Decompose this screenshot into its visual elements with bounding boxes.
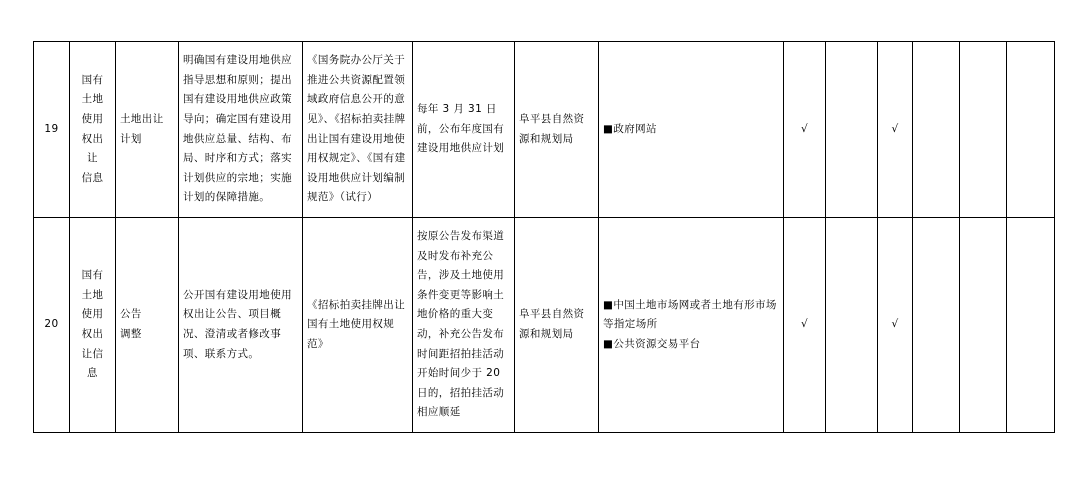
empty-cell bbox=[913, 218, 960, 433]
empty-cell bbox=[960, 218, 1007, 433]
category-cell: 国有 土地 使用 权出 让信 息 bbox=[70, 218, 116, 433]
empty-cell bbox=[913, 42, 960, 218]
subject-cell: 阜平县自然资源和规划局 bbox=[515, 218, 599, 433]
category-cell: 国有 土地 使用 权出 让 信息 bbox=[70, 42, 116, 218]
content-cell: 公开国有建设用地使用权出让公告、项目概况、澄清或者修改事项、联系方式。 bbox=[179, 218, 303, 433]
item-cell: 公告 调整 bbox=[116, 218, 179, 433]
content-cell: 明确国有建设用地供应指导思想和原则；提出国有建设用地供应政策导向；确定国有建设用地供应总量、结构、布局、时序和方式；落实计划供应的宗地；实施计划的保障措施。 bbox=[179, 42, 303, 218]
empty-cell bbox=[1007, 42, 1055, 218]
table-row bbox=[34, 218, 1055, 433]
check-mark: √ bbox=[784, 218, 826, 433]
disclosure-table bbox=[33, 41, 1055, 433]
check-mark: √ bbox=[878, 42, 913, 218]
basis-cell: 《国务院办公厅关于推进公共资源配置领域政府信息公开的意见》、《招标拍卖挂牌出让国有建设用地使用权规定》、《国有建设用地供应计划编制规范》（试行） bbox=[303, 42, 413, 218]
time-limit-cell: 按原公告发布渠道及时发布补充公告，涉及土地使用条件变更等影响土地价格的重大变动，补充公告发布时间距招拍挂活动开始时间少于 20 日的，招拍挂活动相应顺延 bbox=[413, 218, 515, 433]
empty-cell bbox=[826, 218, 878, 433]
channel-cell: ■中国土地市场网或者土地有形市场等指定场所 ■公共资源交易平台 bbox=[599, 218, 784, 433]
item-cell: 土地出让 计划 bbox=[116, 42, 179, 218]
empty-cell bbox=[826, 42, 878, 218]
table-row bbox=[34, 42, 1055, 218]
check-mark: √ bbox=[878, 218, 913, 433]
channel-cell: ■政府网站 bbox=[599, 42, 784, 218]
empty-cell bbox=[1007, 218, 1055, 433]
subject-cell: 阜平县自然资源和规划局 bbox=[515, 42, 599, 218]
time-limit-cell: 每年 3 月 31 日前，公布年度国有建设用地供应计划 bbox=[413, 42, 515, 218]
row-number: 19 bbox=[34, 42, 70, 218]
empty-cell bbox=[960, 42, 1007, 218]
row-number: 20 bbox=[34, 218, 70, 433]
check-mark: √ bbox=[784, 42, 826, 218]
basis-cell: 《招标拍卖挂牌出让国有土地使用权规范》 bbox=[303, 218, 413, 433]
